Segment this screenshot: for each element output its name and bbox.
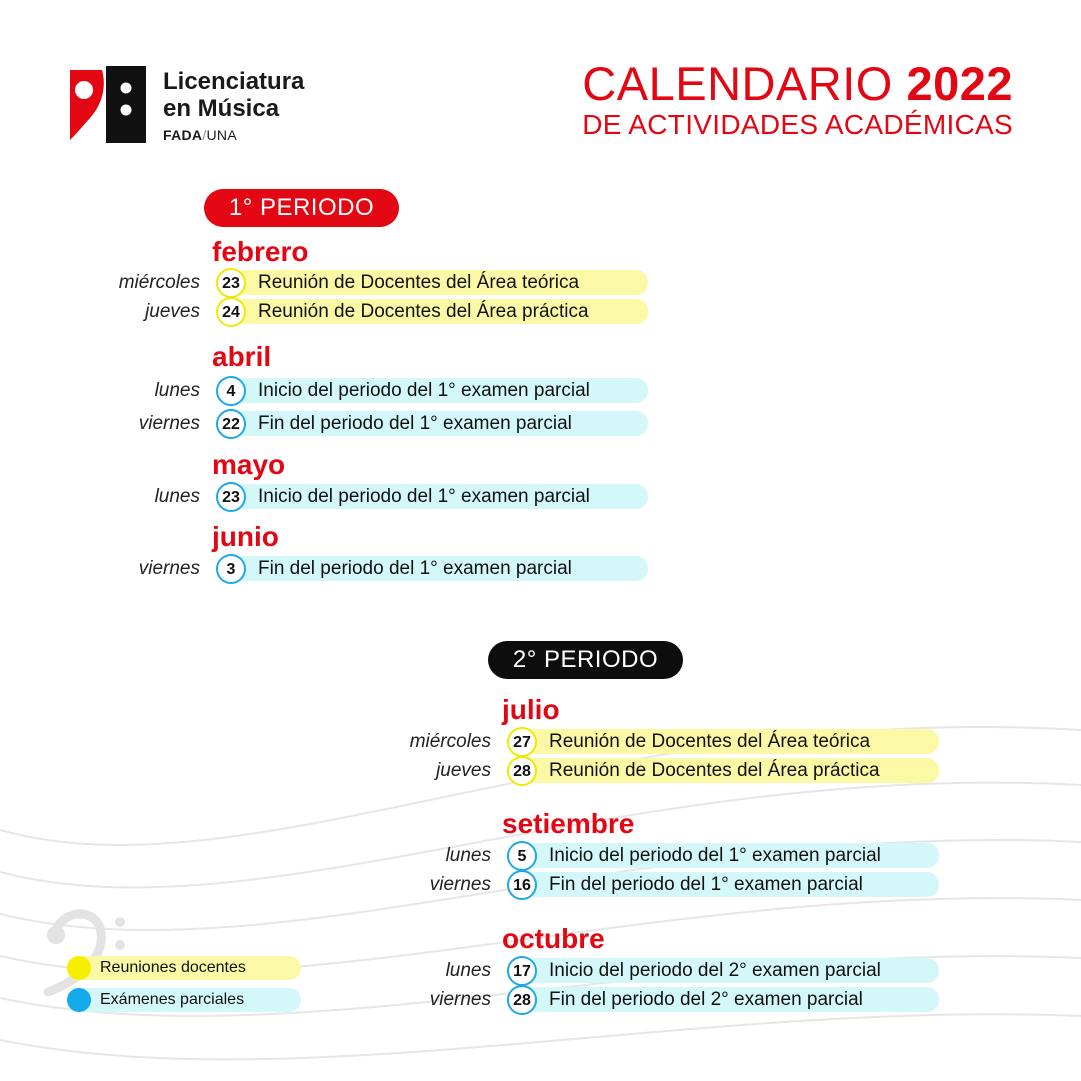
event-date-circle: 23 [216,482,246,512]
event-text: Reunión de Docentes del Área teórica [258,272,580,293]
event-date-circle: 28 [507,985,537,1015]
event-date-circle: 23 [216,268,246,298]
event-weekday: viernes [138,413,200,434]
month-octubre: octubre [502,923,605,954]
event-weekday: viernes [138,558,200,579]
event-text: Reunión de Docentes del Área práctica [549,760,880,781]
event-date-circle: 4 [216,376,246,406]
event-date-circle: 17 [507,956,537,986]
event-weekday: lunes [445,960,491,981]
event-date-circle: 16 [507,870,537,900]
event-text: Fin del periodo del 1° examen parcial [258,413,572,434]
brand-name [163,68,304,122]
legend-dot-reuniones [67,956,91,980]
event-text: Inicio del periodo del 1° examen parcial [258,486,590,507]
event-date-circle: 3 [216,554,246,584]
event-text: Inicio del periodo del 1° examen parcial [549,845,881,866]
event-text: Fin del periodo del 1° examen parcial [549,874,863,895]
title-subtitle: DE ACTIVIDADES ACADÉMICAS [582,109,1013,140]
brand-name-line2: en Música [163,95,280,122]
event-text: Fin del periodo del 1° examen parcial [258,558,572,579]
event-date-circle: 28 [507,756,537,786]
title-text: CALENDARIO [582,57,893,110]
brand-org-una: UNA [206,127,237,143]
brand-org [163,127,237,143]
month-julio: julio [502,694,560,725]
event-weekday: lunes [445,845,491,866]
event-weekday: lunes [154,486,200,507]
brand-org-sep: / [202,127,207,143]
event-text: Reunión de Docentes del Área práctica [258,301,589,322]
period-2-pill: 2° PERIODO [488,641,683,679]
event-weekday: viernes [429,874,491,895]
month-junio: junio [212,521,279,552]
legend-label-examenes: Exámenes parciales [100,991,245,1008]
page-title [582,58,1013,140]
month-setiembre: setiembre [502,808,635,839]
title-year: 2022 [906,57,1013,110]
event-date-circle: 24 [216,297,246,327]
event-weekday: jueves [436,760,491,781]
event-text: Inicio del periodo del 2° examen parcial [549,960,881,981]
event-date-circle: 22 [216,409,246,439]
event-date-circle: 5 [507,841,537,871]
brand-org-fada: FADA [163,127,203,143]
event-text: Fin del periodo del 2° examen parcial [549,989,863,1010]
event-weekday: lunes [154,380,200,401]
event-date-circle: 27 [507,727,537,757]
event-weekday: miércoles [409,731,491,752]
event-weekday: jueves [145,301,200,322]
month-abril: abril [212,341,272,372]
event-weekday: miércoles [118,272,200,293]
event-text: Reunión de Docentes del Área teórica [549,731,871,752]
period-1-pill: 1° PERIODO [204,189,399,227]
month-mayo: mayo [212,449,286,480]
month-febrero: febrero [212,236,309,267]
bass-clef-logo-icon [68,66,146,143]
event-weekday: viernes [429,989,491,1010]
brand-name-line1: Licenciatura [163,68,305,95]
legend-dot-examenes [67,988,91,1012]
legend-label-reuniones: Reuniones docentes [100,959,246,976]
event-text: Inicio del periodo del 1° examen parcial [258,380,590,401]
